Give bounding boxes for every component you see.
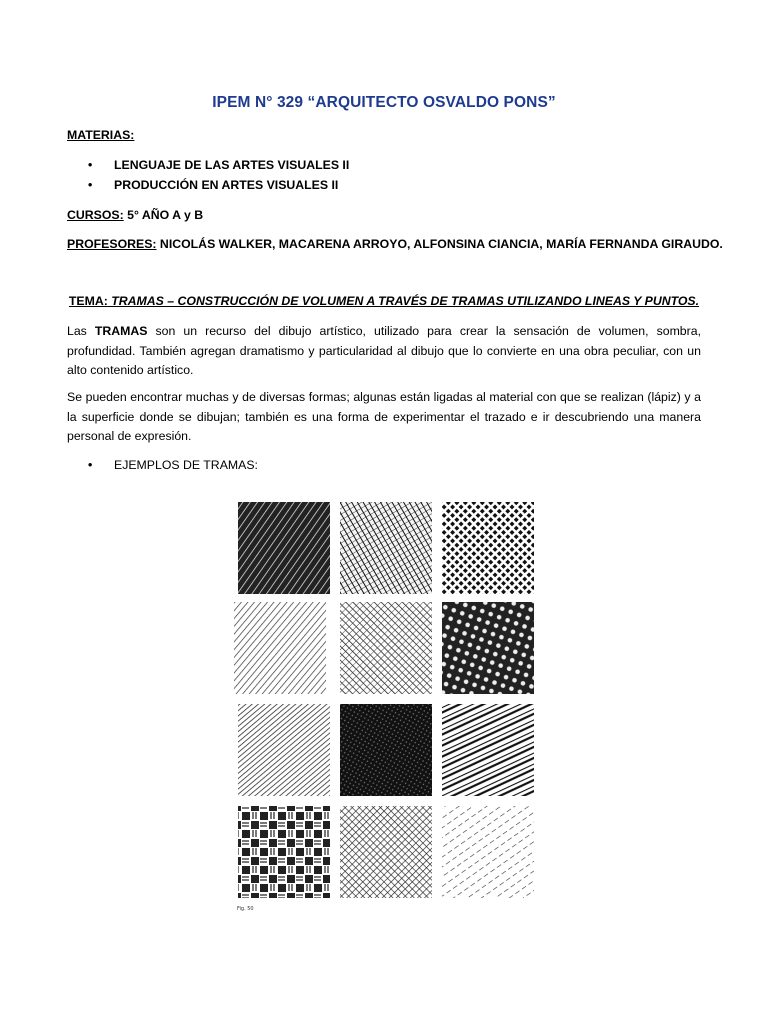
materia-item-2 (88, 178, 338, 192)
materia-item-label: LENGUAJE DE LAS ARTES VISUALES II (114, 158, 350, 172)
profesores-value: NICOLÁS WALKER, MACARENA ARROYO, ALFONSINA CIANCIA, MARÍA FERNANDA GIRAUDO. (156, 237, 723, 251)
tema-value: TRAMAS – CONSTRUCCIÓN DE VOLUMEN A TRAVÉS DE TRAMAS UTILIZANDO LINEAS Y PUNTOS. (107, 294, 700, 308)
bullet-icon: • (88, 158, 93, 172)
trama-tile (238, 704, 330, 796)
trama-tile (442, 704, 534, 796)
cursos-line (67, 208, 203, 222)
profesores-label: PROFESORES: (67, 237, 157, 251)
bullet-icon: • (88, 458, 93, 472)
materia-item-1 (88, 158, 349, 172)
document-title: IPEM N° 329 “ARQUITECTO OSVALDO PONS” (212, 94, 556, 111)
trama-tile (340, 502, 432, 594)
trama-tile (234, 602, 326, 694)
profesores-line (67, 237, 723, 251)
tema-line (0, 294, 768, 308)
tema-label: TEMA: (68, 294, 108, 308)
paragraph-rest: son un recurso del dibujo artístico, utilizado para crear la sensación de volumen, sombra, profundidad. También agregan dramatismo y particularidad al dibujo que lo convierte en una obra peculiar, con un alto contenido artístico. (67, 324, 701, 377)
tramas-grid-image (232, 496, 538, 920)
ejemplos-label: EJEMPLOS DE TRAMAS: (114, 458, 258, 472)
paragraph-tramas (67, 322, 701, 381)
materias-label: MATERIAS: (67, 128, 135, 142)
materias-heading (67, 128, 134, 142)
trama-tile (442, 602, 534, 694)
trama-tile (340, 704, 432, 796)
paragraph-bold-term: TRAMAS (94, 324, 148, 338)
trama-tile (340, 806, 432, 898)
paragraph-lead: Las (67, 324, 95, 338)
trama-tile (340, 602, 432, 694)
tramas-examples-figure (232, 496, 538, 920)
bullet-icon: • (88, 178, 93, 192)
paragraph-formas: Se pueden encontrar muchas y de diversas formas; algunas están ligadas al material con que se realizan (lápiz) y a la superficie donde se dibujan; también es una forma de experimentar el trazado e ir descubriendo una manera personal de expresión. (67, 390, 701, 443)
figure-caption: Fig. 50 (237, 906, 254, 912)
ejemplos-item (88, 458, 258, 472)
cursos-label: CURSOS: (67, 208, 124, 222)
trama-tile (238, 806, 330, 898)
trama-tile (442, 502, 534, 594)
materia-item-label: PRODUCCIÓN EN ARTES VISUALES II (114, 178, 339, 192)
cursos-value: 5° AÑO A y B (123, 208, 204, 222)
trama-tile (442, 806, 534, 898)
trama-tile (238, 502, 330, 594)
